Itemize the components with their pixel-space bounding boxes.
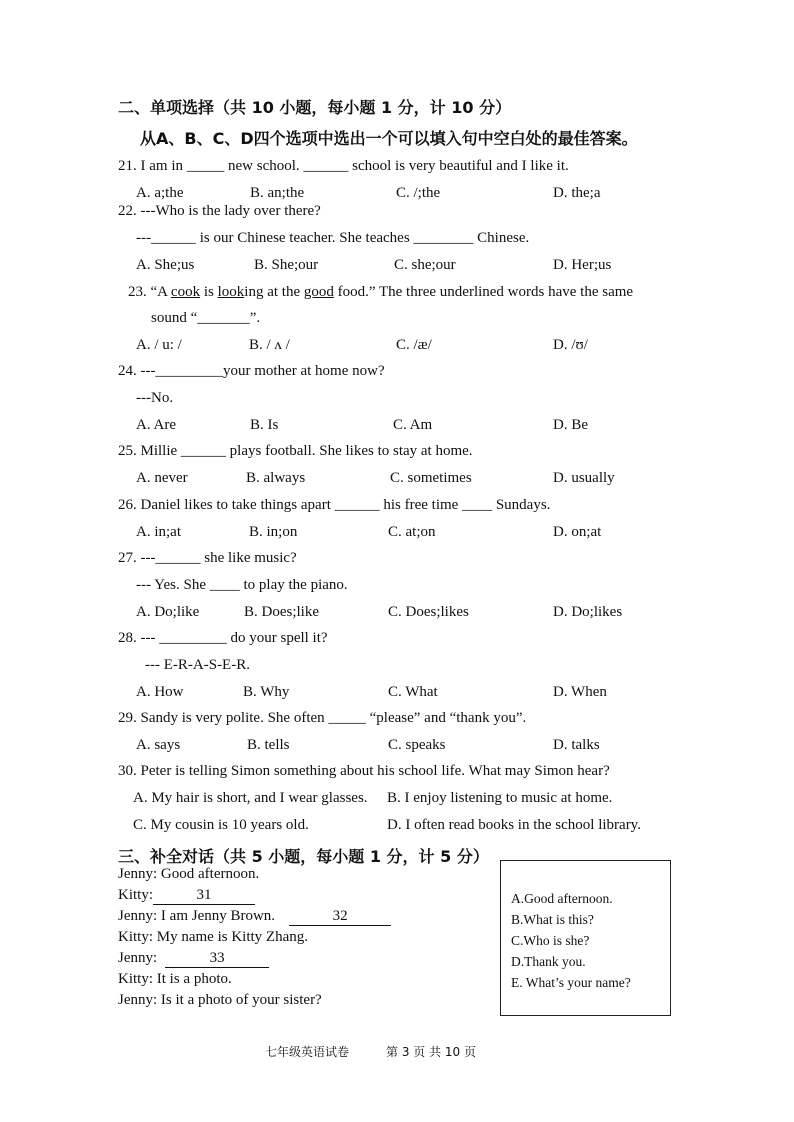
q30-stem: 30. Peter is telling Simon something about his school life. What may Simon hear? [118,763,610,779]
q27-option-c: C. Does;likes [388,604,469,620]
q21-stem: 21. I am in _____ new school. ______ school is very beautiful and I like it. [118,158,569,174]
q26-stem: 26. Daniel likes to take things apart ______ his free time ____ Sundays. [118,497,551,513]
q28-stem: 28. --- _________ do your spell it? [118,630,328,646]
q29-option-c: C. speaks [388,737,446,753]
q24-option-c: C. Am [393,417,433,433]
dialogue-line-5: Jenny: 33 [118,950,269,968]
q24-option-d: D. Be [553,417,588,433]
q30-option-b: B. I enjoy listening to music at home. [387,790,613,806]
q21-option-d: D. the;a [553,185,601,201]
option-box-a: A.Good afternoon. [511,891,613,906]
q26-option-b: B. in;on [249,524,298,540]
q29-option-a: A. says [136,737,181,753]
q30-option-c: C. My cousin is 10 years old. [133,817,309,833]
q28-option-d: D. When [553,684,607,700]
dialogue-line-1: Jenny: Good afternoon. [118,866,260,882]
q22-option-a: A. She;us [136,257,195,273]
q25-option-b: B. always [246,470,306,486]
option-box-c: C.Who is she? [511,933,590,948]
q27-stem: 27. ---______ she like music? [118,550,297,566]
q29-option-b: B. tells [247,737,290,753]
dialogue-line-3: Jenny: I am Jenny Brown. 32 [118,908,391,926]
q24-option-a: A. Are [136,417,176,433]
q24-line2: ---No. [136,390,174,406]
q27-option-d: D. Do;likes [553,604,623,620]
dialogue-line-7: Jenny: Is it a photo of your sister? [118,992,322,1008]
q21-option-b: B. an;the [250,185,305,201]
q26-option-a: A. in;at [136,524,181,540]
footer-title: 七年级英语试卷 [265,1045,350,1059]
q30-option-a: A. My hair is short, and I wear glasses. [133,790,368,806]
q25-option-c: C. sometimes [390,470,472,486]
q27-line2: --- Yes. She ____ to play the piano. [136,577,348,593]
section-2-instruction: 从A、B、C、D四个选项中选出一个可以填入句中空白处的最佳答案。 [140,129,638,148]
q29-option-d: D. talks [553,737,600,753]
dialogue-line-2: Kitty: 31 [118,887,255,905]
q22-option-b: B. She;our [254,257,319,273]
q28-option-c: C. What [388,684,438,700]
q23-line2: sound “_______”. [151,310,261,326]
q27-option-b: B. Does;like [244,604,319,620]
q21-option-c: C. /;the [396,185,441,201]
blank-33: 33 [165,950,269,968]
option-box-b: B.What is this? [511,912,594,927]
section-2-heading: 二、单项选择（共 10 小题，每小题 1 分，计 10 分） [118,98,512,117]
q28-line2: --- E-R-A-S-E-R. [145,657,250,673]
q29-stem: 29. Sandy is very polite. She often _____ “please” and “thank you”. [118,710,527,726]
q26-option-c: C. at;on [388,524,436,540]
q21-option-a: A. a;the [136,185,184,201]
q22-option-c: C. she;our [394,257,456,273]
q23-underlined-good: good [303,284,334,300]
q22-line2: ---______ is our Chinese teacher. She teaches ________ Chinese. [136,230,530,246]
footer-page-number: 第 3 页 共 10 页 [386,1045,476,1059]
q27-option-a: A. Do;like [136,604,200,620]
options-box [500,860,671,1016]
q30-option-d: D. I often read books in the school library. [387,817,641,833]
q23-option-d: D. /ʊ/ [553,337,588,353]
q23-underlined-look: look [217,284,245,300]
option-box-e: E. What’s your name? [511,975,631,990]
q28-option-a: A. How [136,684,184,700]
dialogue-line-4: Kitty: My name is Kitty Zhang. [118,929,308,945]
q25-stem: 25. Millie ______ plays football. She likes to stay at home. [118,443,473,459]
q24-stem: 24. ---_________your mother at home now? [118,363,385,379]
q22-stem: 22. ---Who is the lady over there? [118,203,321,219]
q25-option-d: D. usually [553,470,615,486]
q23-option-b: B. / ʌ / [249,337,290,353]
section-3-heading: 三、补全对话（共 5 小题，每小题 1 分，计 5 分） [118,847,489,866]
q24-option-b: B. Is [250,417,279,433]
q28-option-b: B. Why [243,684,290,700]
q23-underlined-cook: cook [170,284,201,300]
dialogue-line-6: Kitty: It is a photo. [118,971,232,987]
q23-stem: 23. “A cook is looking at the good food.” The three underlined words have the same [128,284,634,300]
blank-32: 32 [289,908,391,926]
q23-option-c: C. /æ/ [396,337,432,353]
q25-option-a: A. never [136,470,188,486]
q26-option-d: D. on;at [553,524,602,540]
q22-option-d: D. Her;us [553,257,612,273]
blank-31: 31 [153,887,255,905]
option-box-d: D.Thank you. [511,954,586,969]
q23-option-a: A. / u: / [136,337,182,353]
